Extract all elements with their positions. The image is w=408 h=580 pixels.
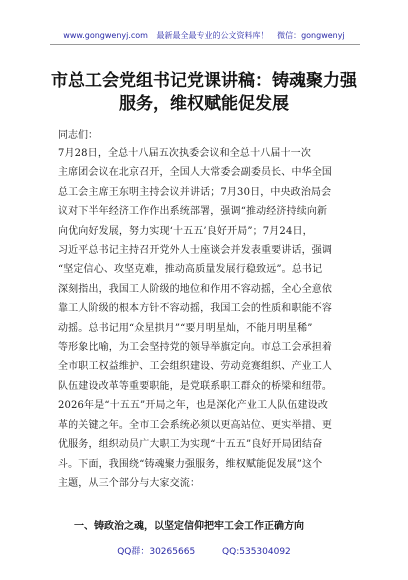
paragraph-line: 革的关键之年。全市工会系统必须以更高站位、更实举措、更 — [58, 419, 333, 431]
paragraph-line: 习近平总书记主持召开党外人士座谈会并发表重要讲话，强调 — [58, 245, 333, 257]
header-slogan: 最新最全最专业的公文资料库！ — [156, 31, 269, 40]
paragraph-line: 总工会主席王东明主持会议并讲话；7月30日，中央政治局会 — [58, 186, 332, 198]
page-footer — [0, 544, 408, 557]
paragraph-line: 向优向好发展，努力实现‘十五五’良好开局”；7月24日， — [58, 225, 313, 237]
paragraph-line: 议对下半年经济工作作出系统部署，强调“推动经济持续向新 — [58, 206, 328, 218]
paragraph-line: 等形象比喻，为工会坚持党的领导举旗定向。市总工会承担着 — [58, 342, 333, 354]
paragraph-line: 优服务，组织动员广大职工为实现“十五五”良好开局团结奋 — [58, 439, 323, 451]
page-header — [0, 30, 408, 41]
footer-qq-group: QQ群：30265665 — [117, 547, 196, 557]
paragraph-line: 斗。下面，我围绕“铸魂聚力强服务，维权赋能促发展”这个 — [58, 458, 323, 470]
paragraph-line: 深刻指出，我国工人阶级的地位和作用不容动摇，全心全意依 — [58, 283, 333, 295]
title-line-2: 服务，维权赋能促发展 — [119, 94, 289, 114]
body-paragraph — [58, 144, 354, 493]
paragraph-line: 主席团会议在北京召开，全国人大常委会副委员长、中华全国 — [58, 167, 333, 179]
paragraph-line: 动摇。总书记用“众星拱月”“要月明星灿，不能月明星稀” — [58, 322, 313, 334]
header-site-link[interactable]: www.gongwenyj.com — [63, 31, 148, 40]
paragraph-line: 主题，从三个部分与大家交流： — [58, 477, 201, 489]
footer-qq: QQ:535304092 — [222, 547, 291, 557]
paragraph-line: 全市职工权益维护、工会组织建设、劳动竞赛组织、产业工人 — [58, 361, 333, 373]
section-heading-1: 一、铸政治之魂，以坚定信仰把牢工会工作正确方向 — [74, 521, 304, 532]
header-wechat: 微信：gongwenyj — [277, 31, 345, 40]
paragraph-line: 2026年是“十五五”开局之年，也是深化产业工人队伍建设改 — [58, 400, 329, 412]
document-title — [48, 70, 360, 116]
header-divider — [50, 44, 360, 45]
paragraph-line: 队伍建设改革等重要职能，是党联系职工群众的桥梁和纽带。 — [58, 380, 333, 392]
paragraph-line: “坚定信心、攻坚克难，推动高质量发展行稳致远”。总书记 — [58, 264, 323, 276]
greeting: 同志们： — [58, 130, 98, 141]
paragraph-line: 7月28日，全总十八届五次执委会议和全总十八届十一次 — [58, 148, 311, 159]
title-line-1: 市总工会党组书记党课讲稿：铸魂聚力强 — [51, 71, 357, 91]
paragraph-line: 靠工人阶级的根本方针不容动摇，我国工会的性质和职能不容 — [58, 303, 333, 315]
